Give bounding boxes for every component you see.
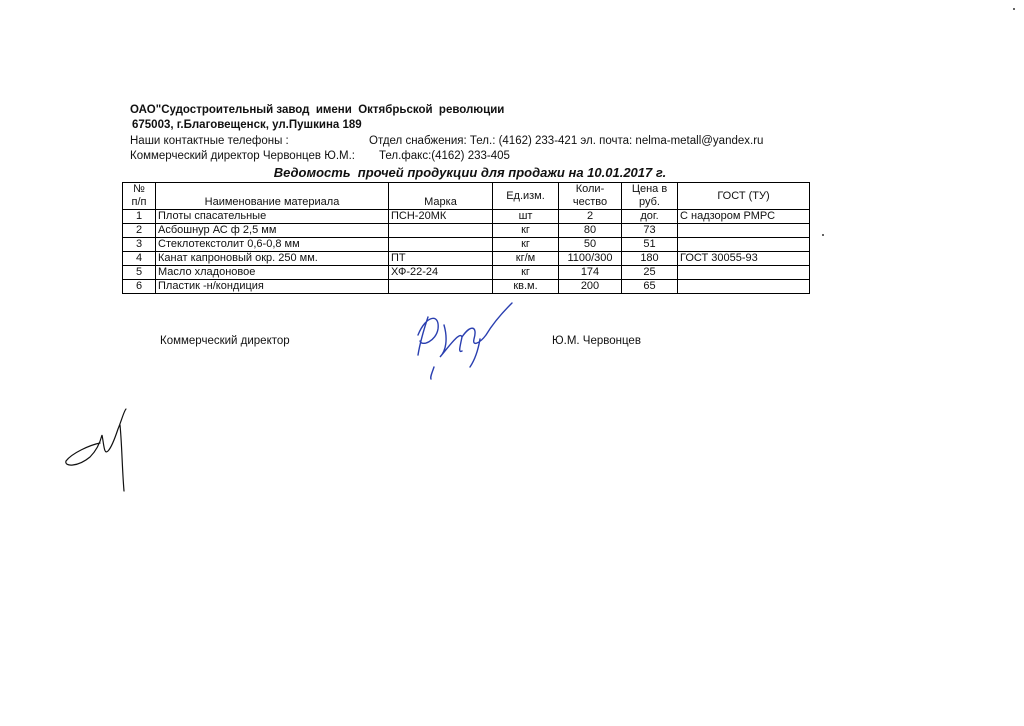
table-header-row xyxy=(123,183,810,210)
handwritten-signature xyxy=(400,295,530,380)
cell-num: 4 xyxy=(123,252,156,266)
cell-qty: 200 xyxy=(559,280,622,294)
cell-price: 51 xyxy=(622,238,678,252)
cell-price: 73 xyxy=(622,224,678,238)
cell-num: 5 xyxy=(123,266,156,280)
table-row xyxy=(123,224,810,238)
cell-name: Пластик -н/кондиция xyxy=(156,280,389,294)
cell-gost: С надзором РМРС xyxy=(678,210,810,224)
cell-qty: 174 xyxy=(559,266,622,280)
document-title: Ведомость прочей продукции для продажи на 10.01.2017 г. xyxy=(273,165,667,180)
phones-label: Наши контактные телефоны : xyxy=(130,135,289,147)
company-address: 675003, г.Благовещенск, ул.Пушкина 189 xyxy=(132,119,362,131)
cell-unit: кг xyxy=(493,266,559,280)
products-table xyxy=(122,182,810,294)
cell-brand xyxy=(389,238,493,252)
footer-position: Коммерческий директор xyxy=(160,335,290,347)
table-row xyxy=(123,210,810,224)
scan-speck xyxy=(822,234,824,236)
company-name: ОАО"Судостроительный завод имени Октябрьской революции xyxy=(130,104,505,116)
col-header-brand: Марка xyxy=(389,183,493,210)
col-header-num xyxy=(123,183,156,210)
scan-speck xyxy=(1013,8,1015,10)
cell-price: 65 xyxy=(622,280,678,294)
col-header-qty xyxy=(559,183,622,210)
handwritten-mark xyxy=(60,405,140,495)
col-header-unit: Ед.изм. xyxy=(493,183,559,210)
cell-unit: шт xyxy=(493,210,559,224)
cell-name: Плоты спасательные xyxy=(156,210,389,224)
col-header-price xyxy=(622,183,678,210)
cell-brand xyxy=(389,280,493,294)
cell-unit: кг xyxy=(493,224,559,238)
cell-brand xyxy=(389,224,493,238)
cell-gost xyxy=(678,280,810,294)
cell-name: Стеклотекстолит 0,6-0,8 мм xyxy=(156,238,389,252)
cell-unit: кг/м xyxy=(493,252,559,266)
table-row xyxy=(123,252,810,266)
cell-name: Канат капроновый окр. 250 мм. xyxy=(156,252,389,266)
col-header-num-line2: п/п xyxy=(131,196,147,208)
cell-gost xyxy=(678,238,810,252)
cell-num: 1 xyxy=(123,210,156,224)
cell-name: Масло хладоновое xyxy=(156,266,389,280)
cell-brand: ПСН-20МК xyxy=(389,210,493,224)
col-header-price-line1: Цена в xyxy=(631,183,668,195)
cell-brand: ПТ xyxy=(389,252,493,266)
cell-num: 3 xyxy=(123,238,156,252)
cell-num: 6 xyxy=(123,280,156,294)
cell-gost xyxy=(678,266,810,280)
cell-num: 2 xyxy=(123,224,156,238)
director-contact-label: Коммерческий директор Червонцев Ю.М.: xyxy=(130,150,355,162)
cell-name: Асбошнур АС ф 2,5 мм xyxy=(156,224,389,238)
cell-qty: 50 xyxy=(559,238,622,252)
cell-qty: 1100/300 xyxy=(559,252,622,266)
col-header-name: Наименование материала xyxy=(156,183,389,210)
table-row xyxy=(123,266,810,280)
footer-signatory-name: Ю.М. Червонцев xyxy=(552,335,641,347)
cell-price: 180 xyxy=(622,252,678,266)
cell-unit: кг xyxy=(493,238,559,252)
supply-dept-contacts: Отдел снабжения: Тел.: (4162) 233-421 эл. почта: nelma-metall@yandex.ru xyxy=(369,135,764,147)
cell-qty: 80 xyxy=(559,224,622,238)
director-phone: Тел.факс:(4162) 233-405 xyxy=(379,150,510,162)
table-row xyxy=(123,280,810,294)
cell-unit: кв.м. xyxy=(493,280,559,294)
cell-brand: ХФ-22-24 xyxy=(389,266,493,280)
cell-gost: ГОСТ 30055-93 xyxy=(678,252,810,266)
col-header-qty-line2: чество xyxy=(572,196,608,208)
col-header-num-line1: № xyxy=(133,183,145,195)
col-header-gost: ГОСТ (ТУ) xyxy=(678,183,810,210)
cell-price: 25 xyxy=(622,266,678,280)
col-header-price-line2: руб. xyxy=(639,196,660,208)
cell-qty: 2 xyxy=(559,210,622,224)
cell-price: дог. xyxy=(622,210,678,224)
cell-gost xyxy=(678,224,810,238)
table-row xyxy=(123,238,810,252)
col-header-qty-line1: Коли- xyxy=(575,183,605,195)
